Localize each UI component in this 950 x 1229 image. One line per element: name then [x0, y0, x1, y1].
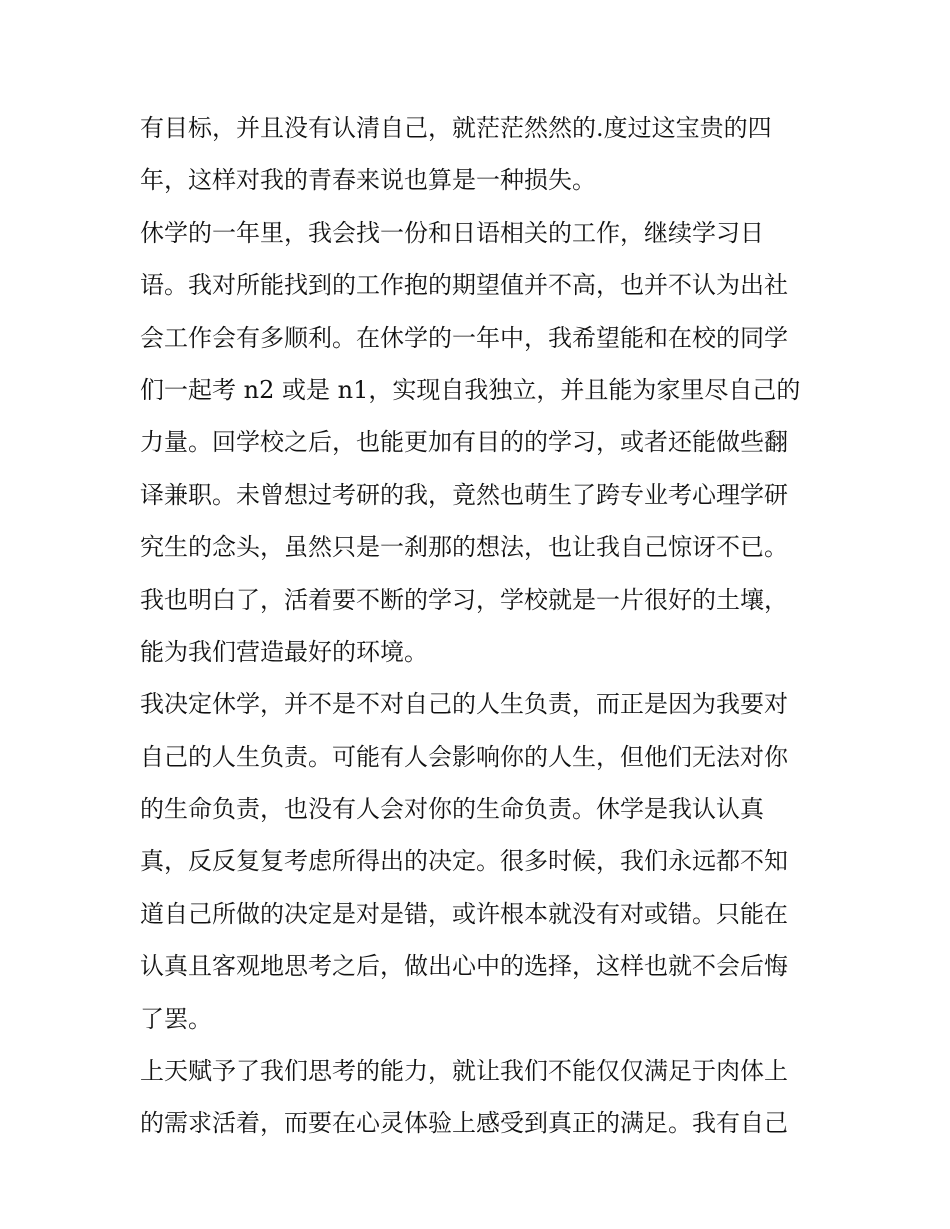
text-line: 的生命负责，也没有人会对你的生命负责。休学是我认认真	[140, 795, 764, 824]
text-line: 道自己所做的决定是对是错，或许根本就没有对或错。只能在	[140, 899, 788, 928]
text-line: 会工作会有多顺利。在休学的一年中，我希望能和在校的同学	[140, 323, 788, 352]
body-text	[140, 102, 820, 1150]
text-line: 上天赋予了我们思考的能力，就让我们不能仅仅满足于肉体上	[140, 1057, 788, 1086]
text-line: 有目标，并且没有认清自己，就茫茫然然的.度过这宝贵的四	[140, 114, 772, 142]
text-line: 能为我们营造最好的环境。	[140, 637, 428, 666]
text-line: 休学的一年里，我会找一份和日语相关的工作，继续学习日	[140, 218, 764, 247]
text-line: 认真且客观地思考之后，做出心中的选择，这样也就不会后悔	[140, 952, 788, 981]
text-line: 语。我对所能找到的工作抱的期望值并不高，也并不认为出社	[140, 271, 788, 300]
text-line: 译兼职。未曾想过考研的我，竟然也萌生了跨专业考心理学研	[140, 480, 788, 509]
text-line: 真，反反复复考虑所得出的决定。很多时候，我们永远都不知	[140, 847, 788, 876]
text-line: 我也明白了，活着要不断的学习，学校就是一片很好的土壤，	[140, 585, 788, 614]
text-line: 们一起考 n2 或是 n1，实现自我独立，并且能为家里尽自己的	[140, 375, 801, 404]
text-line: 年，这样对我的青春来说也算是一种损失。	[140, 166, 596, 195]
text-line: 的需求活着，而要在心灵体验上感受到真正的满足。我有自己	[140, 1109, 788, 1138]
text-line: 力量。回学校之后，也能更加有目的的学习，或者还能做些翻	[140, 428, 788, 457]
text-line: 了罢。	[140, 1004, 212, 1033]
text-line: 我决定休学，并不是不对自己的人生负责，而正是因为我要对	[140, 690, 788, 719]
text-line: 自己的人生负责。可能有人会影响你的人生，但他们无法对你	[140, 742, 788, 771]
text-line: 究生的念头，虽然只是一刹那的想法，也让我自己惊讶不已。	[140, 533, 788, 562]
